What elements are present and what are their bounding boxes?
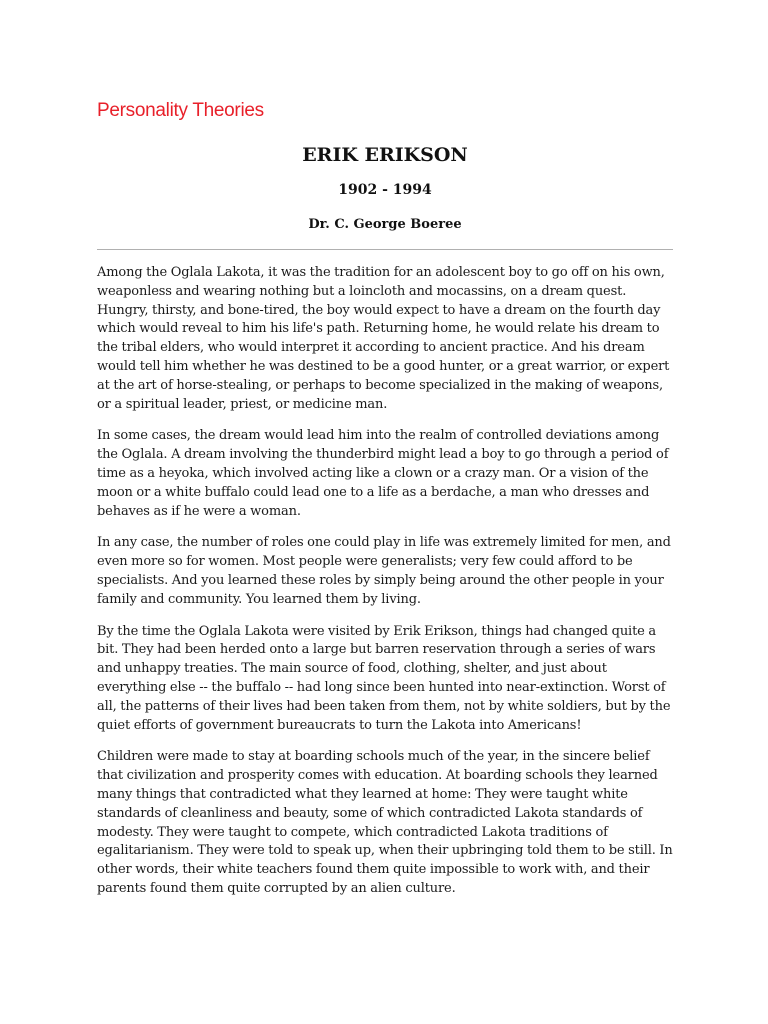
page-title: ERIK ERIKSON [302,144,468,166]
paragraph: By the time the Oglala Lakota were visited by Erik Erikson, things had changed quite a bit. They had been herded onto a large but barren reservation through a series of wars and unhappy treaties. The main source of food, clothing, shelter, and just about everything else -- the buffalo -- had long since been hunted into near-extinction. Worst of all, the patterns of their lives had been taken from them, not by white soldiers, but by the quiet efforts of government bureaucrats to turn the Lakota into Americans! [97,623,671,733]
life-dates: 1902 - 1994 [338,182,432,198]
paragraph: In some cases, the dream would lead him into the realm of controlled deviations among the Oglala. A dream involving the thunderbird might lead a boy to go through a period of time as a heyoka, which involved acting like a clown or a crazy man. Or a vision of the moon or a white buffalo could lead one to a life as a berdache, a man who dresses and behaves as if he were a woman. [97,428,669,519]
author-name: Dr. C. George Boeree [308,217,462,232]
paragraph: Children were made to stay at boarding schools much of the year, in the sincere belief that civilization and prosperity comes with education. At boarding schools they learned many things that contradicted what they learned at home: They were taught white standards of cleanliness and beauty, some of which contradicted Lakota standards of modesty. They were taught to compete, which contradicted Lakota traditions of egalitarianism. They were told to speak up, when their upbringing told them to be still. In other words, their white teachers found them quite impossible to work with, and their parents found them quite corrupted by an alien culture. [97,749,673,896]
paragraph: In any case, the number of roles one could play in life was extremely limited for men, and even more so for women. Most people were generalists; very few could afford to be specialists. And you learned these roles by simply being around the other people in your family and community. You learned them by living. [97,535,671,607]
header-divider [97,249,673,250]
site-banner: Personality Theories [97,100,264,121]
article-body [97,264,675,912]
paragraph: Among the Oglala Lakota, it was the tradition for an adolescent boy to go off on his own, weaponless and wearing nothing but a loincloth and mocassins, on a dream quest. Hungry, thirsty, and bone-tired, the boy would expect to have a dream on the fourth day which would reveal to him his life's path. Returning home, he would relate his dream to the tribal elders, who would interpret it according to ancient practice. And his dream would tell him whether he was destined to be a good hunter, or a great warrior, or expert at the art of horse-stealing, or perhaps to become specialized in the making of weapons, or a spiritual leader, priest, or medicine man. [97,265,670,412]
